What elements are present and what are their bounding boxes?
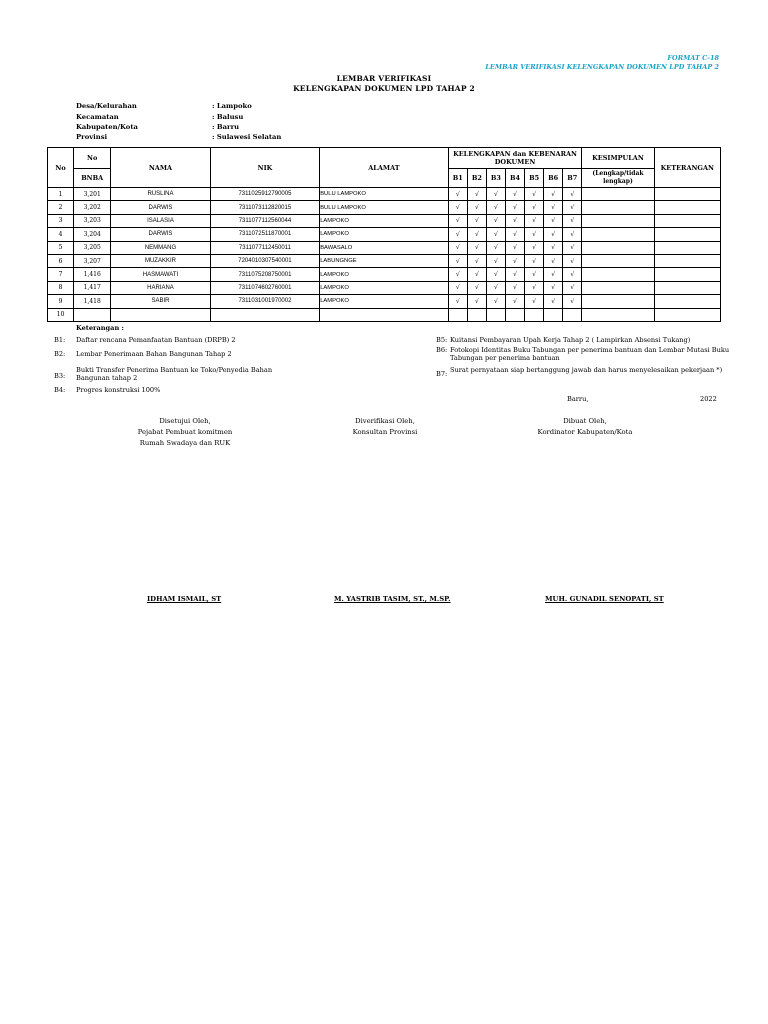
ket-code-b5: B5: [436,336,448,344]
cell-check-b7: √ [563,228,582,241]
info-desa: Desa/Kelurahan : Lampoko [76,102,252,110]
cell-alamat: LAMPOKO [320,268,449,281]
cell-check-b4: √ [505,228,524,241]
cell-check-b3: √ [486,281,505,294]
info-kabupaten: Kabupaten/Kota : Barru [76,123,240,131]
cell-check-b5: √ [525,188,544,201]
cell-alamat [320,308,449,321]
ket-code-b1: B1: [54,336,66,344]
header-alamat: ALAMAT [320,148,449,188]
info-kecamatan: Kecamatan : Balusu [76,113,244,121]
cell-check-b1: √ [448,201,467,214]
cell-kesimpulan [582,241,654,254]
cell-keterangan [654,295,720,308]
cell-alamat: LAMPOKO [320,228,449,241]
cell-nama: DARWIS [111,201,210,214]
cell-keterangan [654,268,720,281]
cell-nama: HASMAWATI [111,268,210,281]
cell-check-b2: √ [467,228,486,241]
ket-text-b1: Daftar rencana Pemanfaatan Bantuan (DRPB) 2 [76,336,236,344]
cell-check-b4: √ [505,241,524,254]
ket-text-b4: Progres konstruksi 100% [76,386,161,394]
table-row [48,241,721,254]
table-row [48,188,721,201]
cell-check-b4: √ [505,268,524,281]
cell-nama: ISALASIA [111,214,210,227]
table-row [48,228,721,241]
keterangan-heading: Keterangan : [76,324,124,332]
cell-check-b4: √ [505,201,524,214]
cell-check-b5 [525,308,544,321]
ket-text-b3: Bukti Transfer Penerima Bantuan ke Toko/Penyedia Bahan Bangunan tahap 2 [76,366,273,382]
cell-keterangan [654,254,720,267]
cell-check-b3: √ [486,214,505,227]
cell-check-b6: √ [544,188,563,201]
cell-check-b5: √ [525,254,544,267]
cell-check-b4: √ [505,281,524,294]
cell-check-b1: √ [448,295,467,308]
header-b6: B6 [544,169,563,188]
table-row [48,295,721,308]
header-b2: B2 [467,169,486,188]
cell-check-b2: √ [467,188,486,201]
cell-check-b1: √ [448,214,467,227]
cell-no: 2 [48,201,74,214]
cell-check-b2: √ [467,295,486,308]
cell-check-b1: √ [448,228,467,241]
cell-check-b7: √ [563,254,582,267]
cell-nama: SABIR [111,295,210,308]
cell-nama: RUSLINA [111,188,210,201]
cell-keterangan [654,228,720,241]
cell-check-b2: √ [467,281,486,294]
cell-alamat: BULU LAMPOKO [320,201,449,214]
cell-check-b1: √ [448,254,467,267]
cell-check-b6: √ [544,295,563,308]
info-provinsi: Provinsi : Sulawesi Selatan [76,133,282,141]
cell-no: 6 [48,254,74,267]
header-nik: NIK [210,148,319,188]
header-b3: B3 [486,169,505,188]
cell-check-b1: √ [448,268,467,281]
ket-text-b2: Lembar Penerimaan Bahan Bangunan Tahap 2 [76,350,232,358]
signature-block-2: Diverifikasi Oleh, Konsultan Provinsi [352,417,418,436]
table-row [48,308,721,321]
cell-bnba: 3,207 [74,254,111,267]
cell-check-b2: √ [467,254,486,267]
header-b1: B1 [448,169,467,188]
cell-kesimpulan [582,308,654,321]
cell-alamat: LAMPOKO [320,214,449,227]
cell-nik: 7311031001970002 [210,295,319,308]
format-subtitle: LEMBAR VERIFIKASI KELENGKAPAN DOKUMEN LPD TAHAP 2 [485,63,719,71]
cell-check-b5: √ [525,268,544,281]
cell-kesimpulan [582,201,654,214]
table-row [48,281,721,294]
cell-check-b2: √ [467,214,486,227]
ket-code-b3: B3: [54,372,66,380]
cell-keterangan [654,308,720,321]
cell-check-b7: √ [563,241,582,254]
header-b7: B7 [563,169,582,188]
cell-check-b1: √ [448,241,467,254]
cell-bnba: 3,204 [74,228,111,241]
cell-check-b7: √ [563,295,582,308]
cell-bnba: 1,418 [74,295,111,308]
header-bnba-top: No [74,148,111,169]
cell-nik: 7311025912790005 [210,188,319,201]
cell-check-b2: √ [467,201,486,214]
ket-code-b4: B4: [54,386,66,394]
cell-check-b6: √ [544,228,563,241]
cell-check-b7 [563,308,582,321]
cell-kesimpulan [582,214,654,227]
cell-nama: NEMMANG [111,241,210,254]
header-kesimpulan-sub: (Lengkap/tidak lengkap) [582,169,654,188]
cell-check-b6: √ [544,254,563,267]
cell-keterangan [654,241,720,254]
cell-check-b4 [505,308,524,321]
cell-nama: DARWIS [111,228,210,241]
cell-check-b6: √ [544,241,563,254]
cell-nama: MUZAKKIR [111,254,210,267]
cell-check-b1: √ [448,281,467,294]
cell-keterangan [654,214,720,227]
cell-check-b3: √ [486,295,505,308]
cell-no: 4 [48,228,74,241]
cell-check-b5: √ [525,201,544,214]
cell-nama [111,308,210,321]
ket-code-b2: B2: [54,350,66,358]
signer-name-2: M. YASTRIB TASIM, ST., M.SP. [334,595,451,603]
cell-nik [210,308,319,321]
cell-check-b6: √ [544,268,563,281]
header-kesimpulan: KESIMPULAN [582,148,654,169]
cell-check-b5: √ [525,281,544,294]
signature-block-3: Dibuat Oleh, Kordinator Kabupaten/Kota [537,417,633,436]
cell-check-b3: √ [486,201,505,214]
cell-check-b4: √ [505,214,524,227]
cell-check-b3: √ [486,254,505,267]
cell-check-b7: √ [563,201,582,214]
cell-nama: HARIANA [111,281,210,294]
cell-check-b4: √ [505,295,524,308]
cell-check-b6 [544,308,563,321]
cell-nik: 7204010307540001 [210,254,319,267]
cell-nik: 7311073112820015 [210,201,319,214]
ket-text-b7: Surat pernyataan siap bertanggung jawab dan harus menyelesaikan pekerjaan *) [450,366,723,374]
cell-kesimpulan [582,254,654,267]
cell-check-b3: √ [486,188,505,201]
cell-check-b7: √ [563,188,582,201]
header-nama: NAMA [111,148,210,188]
cell-keterangan [654,201,720,214]
document-subtitle: KELENGKAPAN DOKUMEN LPD TAHAP 2 [293,84,475,93]
cell-no: 8 [48,281,74,294]
cell-check-b2: √ [467,241,486,254]
cell-check-b4: √ [505,188,524,201]
document-title: LEMBAR VERIFIKASI [336,74,432,83]
cell-no: 10 [48,308,74,321]
cell-bnba: 1,417 [74,281,111,294]
cell-check-b5: √ [525,241,544,254]
year: 2022 [700,395,717,403]
header-bnba-bottom: BNBA [74,169,111,188]
ket-text-b5: Kuitansi Pembayaran Upah Kerja Tahap 2 ( Lampirkan Absensi Tukang) [450,336,691,344]
cell-keterangan [654,188,720,201]
cell-check-b6: √ [544,201,563,214]
verification-table [47,147,721,322]
cell-check-b3: √ [486,228,505,241]
cell-check-b3: √ [486,241,505,254]
signer-name-1: IDHAM ISMAIL, ST [147,595,222,603]
cell-kesimpulan [582,268,654,281]
cell-check-b7: √ [563,268,582,281]
cell-check-b7: √ [563,214,582,227]
cell-alamat: LAMPOKO [320,281,449,294]
cell-keterangan [654,281,720,294]
cell-no: 9 [48,295,74,308]
cell-check-b7: √ [563,281,582,294]
cell-no: 3 [48,214,74,227]
place: Barru, [567,395,589,403]
cell-bnba: 3,203 [74,214,111,227]
table-row [48,201,721,214]
cell-check-b6: √ [544,281,563,294]
table-row [48,254,721,267]
cell-kesimpulan [582,228,654,241]
cell-nik: 7311077112450011 [210,241,319,254]
signer-name-3: MUH. GUNADIL SENOPATI, ST [545,595,664,603]
cell-nik: 7311072511870001 [210,228,319,241]
cell-check-b1 [448,308,467,321]
header-b5: B5 [525,169,544,188]
cell-check-b6: √ [544,214,563,227]
header-keterangan: KETERANGAN [654,148,720,188]
cell-check-b3 [486,308,505,321]
cell-check-b2: √ [467,268,486,281]
cell-check-b5: √ [525,295,544,308]
cell-bnba: 3,202 [74,201,111,214]
cell-alamat: LABUNGNGE [320,254,449,267]
cell-check-b4: √ [505,254,524,267]
cell-nik: 7311077112560044 [210,214,319,227]
cell-kesimpulan [582,281,654,294]
cell-check-b5: √ [525,214,544,227]
ket-code-b7: B7: [436,370,448,378]
signature-block-1: Disetujui Oleh, Pejabat Pembuat komitmen Rumah Swadaya dan RUK [137,417,233,447]
cell-alamat: LAMPOKO [320,295,449,308]
format-code: FORMAT C-18 [667,54,719,62]
cell-check-b3: √ [486,268,505,281]
cell-kesimpulan [582,295,654,308]
cell-no: 5 [48,241,74,254]
header-no: No [48,148,74,188]
cell-check-b2 [467,308,486,321]
cell-bnba: 3,201 [74,188,111,201]
cell-bnba [74,308,111,321]
cell-check-b5: √ [525,228,544,241]
cell-nik: 7311074602760001 [210,281,319,294]
ket-code-b6: B6: [436,346,448,354]
cell-no: 1 [48,188,74,201]
ket-text-b6: Fotokopi Identitas Buku Tabungan per penerima bantuan dan Lembar Mutasi Buku Tabungan per penerima bantuan [450,346,730,362]
table-row [48,268,721,281]
cell-check-b1: √ [448,188,467,201]
header-b4: B4 [505,169,524,188]
cell-kesimpulan [582,188,654,201]
cell-alamat: BAWASALO [320,241,449,254]
cell-bnba: 3,205 [74,241,111,254]
header-kelengkapan: KELENGKAPAN dan KEBENARAN DOKUMEN [448,148,582,169]
table-row [48,214,721,227]
cell-no: 7 [48,268,74,281]
cell-nik: 7311075208750001 [210,268,319,281]
cell-bnba: 1,416 [74,268,111,281]
cell-alamat: BULU LAMPOKO [320,188,449,201]
